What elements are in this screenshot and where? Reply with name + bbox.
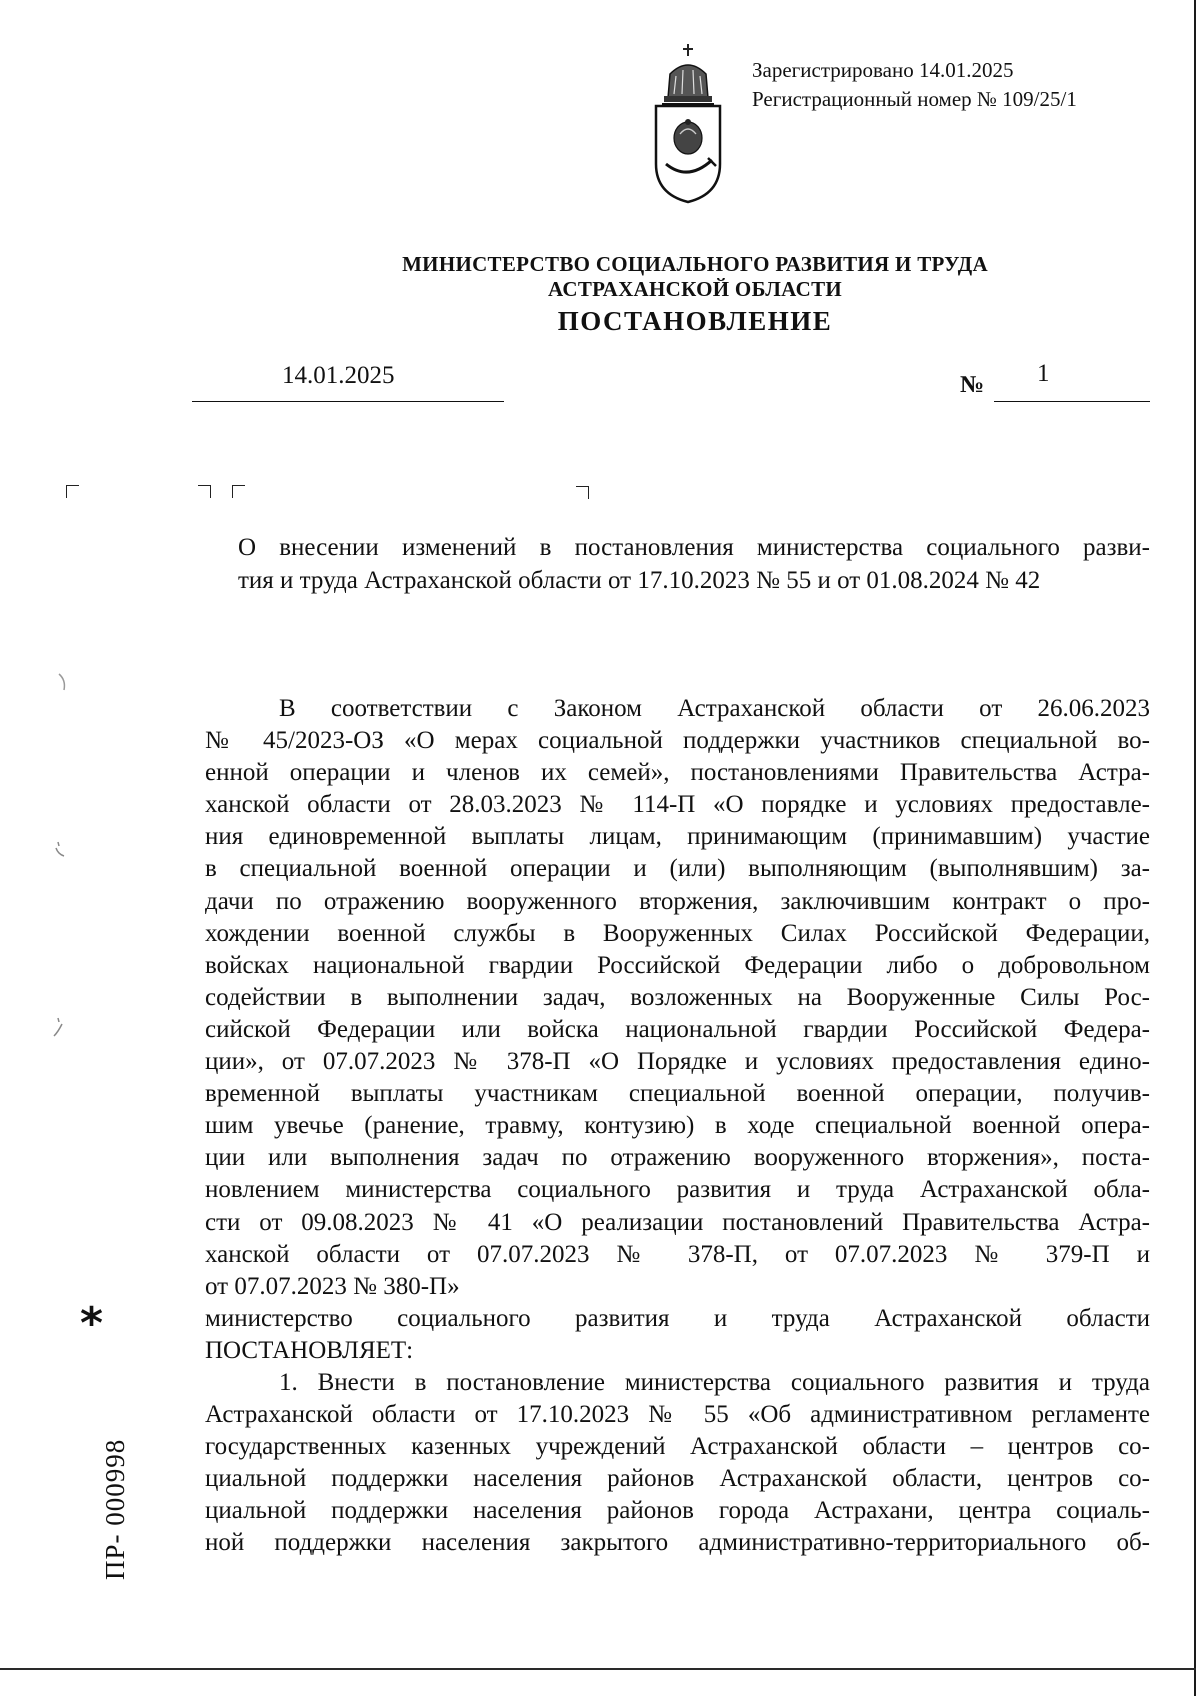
body-line-clause-1: 1. Внести в постановление министерства социального развития и труда: [279, 1368, 1150, 1396]
subject-line: тия и труда Астраханской области от 17.10.2023 № 55 и от 01.08.2024 № 42: [238, 567, 1041, 594]
body-line: войсках национальной гвардии Российской Федерации либо о добровольном: [205, 951, 1150, 979]
subject-corner-mark-left-close: [198, 485, 211, 498]
body-line: новлением министерства социального развития и труда Астраханской обла-: [205, 1176, 1150, 1204]
body-line: от 07.07.2023 № 380-П»: [205, 1272, 460, 1300]
number-sign: №: [960, 372, 985, 398]
hole-punch-mark-icon: [54, 840, 68, 862]
body-line: хождении военной службы в Вооруженных Силах Российской Федерации,: [205, 919, 1150, 947]
body-line-decree: ПОСТАНОВЛЯЕТ:: [205, 1336, 414, 1364]
body-line: В соответствии с Законом Астраханской области от 26.06.2023: [279, 695, 1150, 722]
body-line: содействии в выполнении задач, возложенных на Вооруженные Силы Рос-: [205, 983, 1150, 1011]
body-line: ной поддержки населения закрытого административно-территориального об-: [205, 1529, 1150, 1557]
ministry-name-line2: АСТРАХАНСКОЙ ОБЛАСТИ: [547, 277, 843, 301]
coat-of-arms-icon: [650, 44, 726, 204]
body-line: ханской области от 07.07.2023 № 378-П, от 07.07.2023 № 379-П и: [205, 1240, 1150, 1268]
registration-stamp: [752, 56, 1077, 114]
document-subject: [238, 531, 1150, 597]
body-line: сти от 09.08.2023 № 41 «О реализации постановлений Правительства Астра-: [205, 1208, 1150, 1236]
body-line: енной операции и членов их семей», постановлениями Правительства Астра-: [205, 759, 1150, 787]
date-underline: [192, 401, 504, 402]
document-date: 14.01.2025: [282, 362, 395, 389]
body-line: Астраханской области от 17.10.2023 № 55 «Об административном регламенте: [205, 1401, 1150, 1429]
body-line: ции или выполнения задач по отражению вооруженного вторжения», поста-: [205, 1144, 1150, 1172]
hole-punch-mark-icon: [52, 1016, 66, 1038]
body-line: шим увечье (ранение, травму, контузию) в ходе специальной военной опера-: [205, 1112, 1150, 1140]
document-number: 1: [1037, 360, 1050, 387]
body-line: ции», от 07.07.2023 № 378-П «О Порядке и условиях предоставления едино-: [205, 1048, 1150, 1076]
body-line: временной выплаты участникам специальной военной операции, получив-: [205, 1080, 1150, 1108]
body-line: ния единовременной выплаты лицам, принимающим (принимавшим) участие: [205, 823, 1150, 851]
registration-date: Зарегистрировано 14.01.2025: [752, 58, 1014, 82]
document-header: [300, 252, 1090, 339]
scan-edge-right: [1194, 0, 1196, 1696]
subject-corner-mark-open: [232, 485, 245, 498]
subject-line: О внесении изменений в постановления министерства социального разви-: [238, 534, 1150, 561]
body-line: дачи по отражению вооруженного вторжения, заключившим контракт о про-: [205, 887, 1150, 915]
body-line: циальной поддержки населения районов города Астрахани, центра социаль-: [205, 1497, 1150, 1525]
document-body: [205, 693, 1150, 1560]
number-underline: [994, 401, 1150, 402]
body-line: № 45/2023-ОЗ «О мерах социальной поддержки участников специальной во-: [205, 727, 1150, 755]
registration-number: Регистрационный номер № 109/25/1: [752, 87, 1077, 111]
form-serial-number: ПР- 000998: [100, 1438, 130, 1580]
body-line: в специальной военной операции и (или) выполняющим (выполнявшим) за-: [205, 855, 1150, 883]
scan-edge-bottom: [0, 1668, 1196, 1670]
body-line: сийской Федерации или войска национальной гвардии Российской Федера-: [205, 1015, 1150, 1043]
body-line: государственных казенных учреждений Астраханской области – центров со-: [205, 1433, 1150, 1461]
corner-mark-left: [66, 485, 79, 498]
body-line: циальной поддержки населения районов Астраханской области, центров со-: [205, 1465, 1150, 1493]
hole-punch-mark-icon: [56, 672, 70, 694]
subject-corner-mark-right: [576, 486, 589, 499]
body-line: ханской области от 28.03.2023 № 114-П «О порядке и условиях предоставле-: [205, 791, 1150, 819]
document-type-title: ПОСТАНОВЛЕНИЕ: [557, 306, 833, 336]
ministry-name-line1: МИНИСТЕРСТВО СОЦИАЛЬНОГО РАЗВИТИЯ И ТРУДА: [402, 252, 988, 276]
body-line: министерство социального развития и труда Астраханской области: [205, 1304, 1150, 1332]
margin-asterisk: *: [80, 1298, 104, 1349]
